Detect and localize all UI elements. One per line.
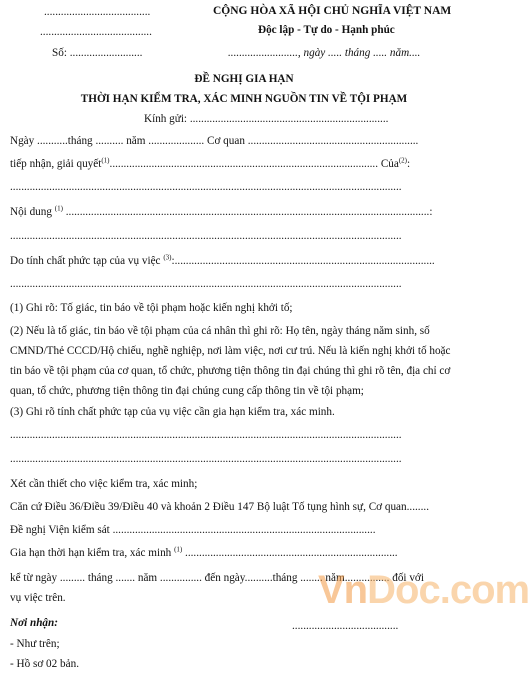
note-3: (3) Ghi rõ tính chất phức tạp của vụ việc cần gia hạn kiểm tra, xác minh. [10,406,335,418]
title-line-1: ĐỀ NGHỊ GIA HẠN [194,73,294,85]
recipients-heading: Nơi nhận: [10,617,58,629]
national-motto: Độc lập - Tự do - Hạnh phúc [258,24,395,36]
content-dots: ..................................................................................................................................: [62,206,433,218]
receiving-colon: : [407,158,411,170]
signature-dots: ...................................... [292,620,399,632]
org-line-2: ........................................ [40,26,152,38]
blank-line-5: ............................................................................................................................................ [10,453,402,465]
receiving-label: tiếp nhận, giải quyết [10,158,102,170]
note-1: (1) Ghi rõ: Tố giác, tin báo về tội phạm hoặc kiến nghị khởi tố; [10,302,293,314]
note-2-line-1: (2) Nếu là tố giác, tin báo về tội phạm của cá nhân thì ghi rõ: Họ tên, ngày tháng năm sinh, số [10,325,430,337]
note-2-line-2: CMND/Thẻ CCCD/Hộ chiếu, nghề nghiệp, nơi làm việc, nơi cư trú. Nếu là kiến nghị khởi tố hoặc [10,345,451,357]
recipient-line: Kính gửi: ....................................................................... [144,113,389,125]
content-line [10,206,432,219]
blank-line-4: ............................................................................................................................................ [10,429,402,441]
title-line-2: THỜI HẠN KIỂM TRA, XÁC MINH NGUỒN TIN VỀ TỘI PHẠM [80,93,408,105]
watermark-part-doc: Doc [367,568,440,612]
content-label: Nội dung [10,206,52,218]
receiving-line [10,158,410,171]
blank-line-3: ............................................................................................................................................ [10,278,402,290]
watermark-part-com: .com [439,568,529,612]
vndoc-watermark [318,568,529,613]
receiving-dots: ................................................................................................ Của [109,158,399,170]
footnote-ref-1c: (1) [174,545,183,554]
document-number: Số: .......................... [52,47,143,59]
note-2-line-3: tin báo về tội phạm của cơ quan, tổ chức, phương tiện thông tin đại chúng thì ghi rõ tên, địa chỉ cơ [10,365,451,377]
blank-line-2: ............................................................................................................................................ [10,230,402,242]
recipient-item-1: - Như trên; [10,638,60,650]
extension-line [10,547,398,560]
footnote-ref-1b: (1) [54,204,63,213]
date-agency-line: Ngày ...........tháng .......... năm .................... Cơ quan ............................................................. [10,135,419,147]
recipient-item-2: - Hồ sơ 02 bản. [10,658,79,670]
org-line-1: ...................................... [44,6,151,18]
footnote-ref-1: (1) [101,156,110,165]
consideration-line: Xét cần thiết cho việc kiểm tra, xác minh; [10,478,198,490]
from-date-line: kể từ ngày ......... tháng ....... năm ............... đến ngày..........tháng ........ năm................ đối với [10,572,424,584]
extension-label: Gia hạn thời hạn kiểm tra, xác minh [10,547,172,559]
complexity-line [10,255,435,268]
complexity-dots: :............................................................................................. [171,255,435,267]
country-name: CỘNG HÒA XÃ HỘI CHỦ NGHĨA VIỆT NAM [213,5,452,17]
note-2-line-4: quan, tổ chức, phương tiện thông tin đại chúng cung cấp thông tin về tội phạm; [10,385,364,397]
watermark-part-vn: Vn [318,568,368,612]
blank-line-1: ............................................................................................................................................ [10,181,402,193]
date-line: ........................., ngày ..... tháng ..... năm.... [228,47,421,59]
case-line: vụ việc trên. [10,592,66,604]
footnote-ref-3: (3) [163,253,172,262]
footnote-ref-2: (2) [398,156,408,165]
procuracy-line: Đề nghị Viện kiểm sát .............................................................................................. [10,524,376,536]
complexity-label: Do tính chất phức tạp của vụ việc [10,255,161,267]
extension-dots: ............................................................................ [182,547,398,559]
legal-basis-line: Căn cứ Điều 36/Điều 39/Điều 40 và khoản 2 Điều 147 Bộ luật Tố tụng hình sự, Cơ quan........ [10,501,429,513]
